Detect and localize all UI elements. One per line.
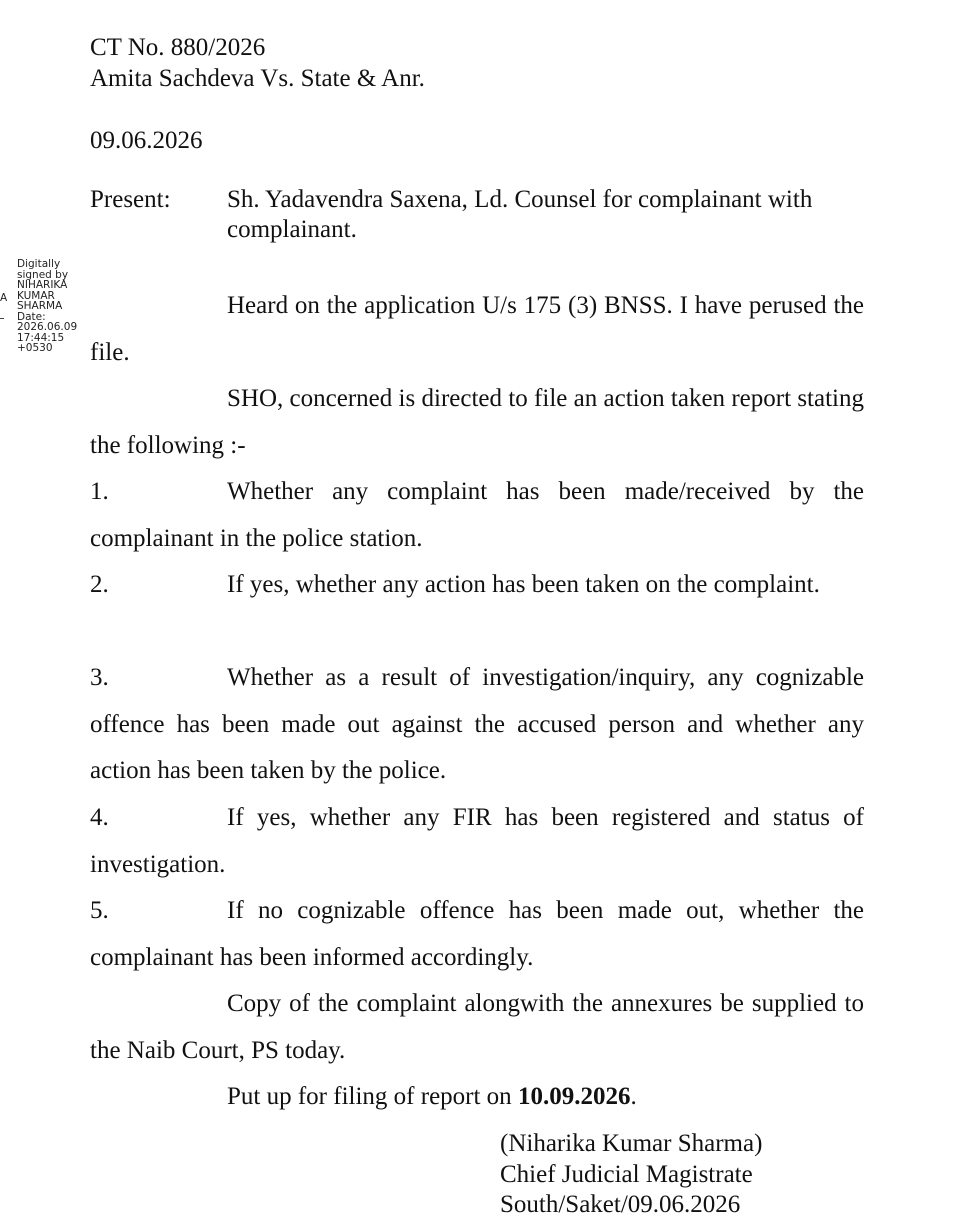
item-number: 3. xyxy=(90,664,109,691)
put-up-line: Put up for filing of report on 10.09.2026. xyxy=(227,1083,637,1110)
item-text: If yes, whether any action has been taken on the complaint. xyxy=(227,571,820,598)
item-text: If no cognizable offence has been made out, whether the complainant has been informed accordingly. xyxy=(90,897,864,971)
case-number: CT No. 880/2026 xyxy=(90,34,266,61)
item-number: 1. xyxy=(90,478,109,505)
order-date: 09.06.2026 xyxy=(90,127,203,154)
signature-line: +0530 xyxy=(17,342,53,354)
item-text: Whether as a result of investigation/inquiry, any cognizable offence has been made out against the accused person and whether any action has been taken by the police. xyxy=(90,664,864,784)
item-number: 4. xyxy=(90,804,109,831)
signature-mark: A xyxy=(0,292,8,304)
signature-tick xyxy=(0,318,4,319)
digital-signature-block xyxy=(17,259,77,354)
list-item xyxy=(90,562,864,609)
signature-line: signed by xyxy=(17,268,69,281)
present-label: Present: xyxy=(90,186,171,213)
next-hearing-date: 10.09.2026 xyxy=(517,1083,631,1110)
signature-line: Date: xyxy=(17,310,46,323)
signature-line: Digitally xyxy=(17,258,61,270)
case-parties: Amita Sachdeva Vs. State & Anr. xyxy=(90,65,425,92)
signature-line: SHARMA xyxy=(17,300,63,312)
item-number: 2. xyxy=(90,571,109,598)
signature-line: KUMAR xyxy=(17,289,55,302)
list-item xyxy=(90,795,864,888)
judge-name: (Niharika Kumar Sharma) xyxy=(500,1130,763,1157)
judge-designation: Chief Judicial Magistrate xyxy=(500,1161,753,1188)
paragraph-sho-direction: SHO, concerned is directed to file an action taken report stating the following :- xyxy=(90,385,864,459)
paragraph-copy-supply: Copy of the complaint alongwith the annexures be supplied to the Naib Court, PS today. xyxy=(90,990,864,1064)
item-text: Whether any complaint has been made/received by the complainant in the police station. xyxy=(90,478,864,552)
item-number: 5. xyxy=(90,897,109,924)
signature-line: 17:44:15 xyxy=(17,331,65,344)
judge-place-date: South/Saket/09.06.2026 xyxy=(500,1191,741,1218)
list-item xyxy=(90,469,864,562)
signature-line: 2026.06.09 xyxy=(17,321,78,333)
list-item xyxy=(90,888,864,981)
signature-line: NIHARIKA xyxy=(17,279,68,291)
present-text: Sh. Yadavendra Saxena, Ld. Counsel for complainant with complainant. xyxy=(227,186,813,243)
item-text: If yes, whether any FIR has been registered and status of investigation. xyxy=(90,804,864,878)
list-item xyxy=(90,655,864,795)
paragraph-heard: Heard on the application U/s 175 (3) BNSS. I have perused the file. xyxy=(90,292,864,366)
